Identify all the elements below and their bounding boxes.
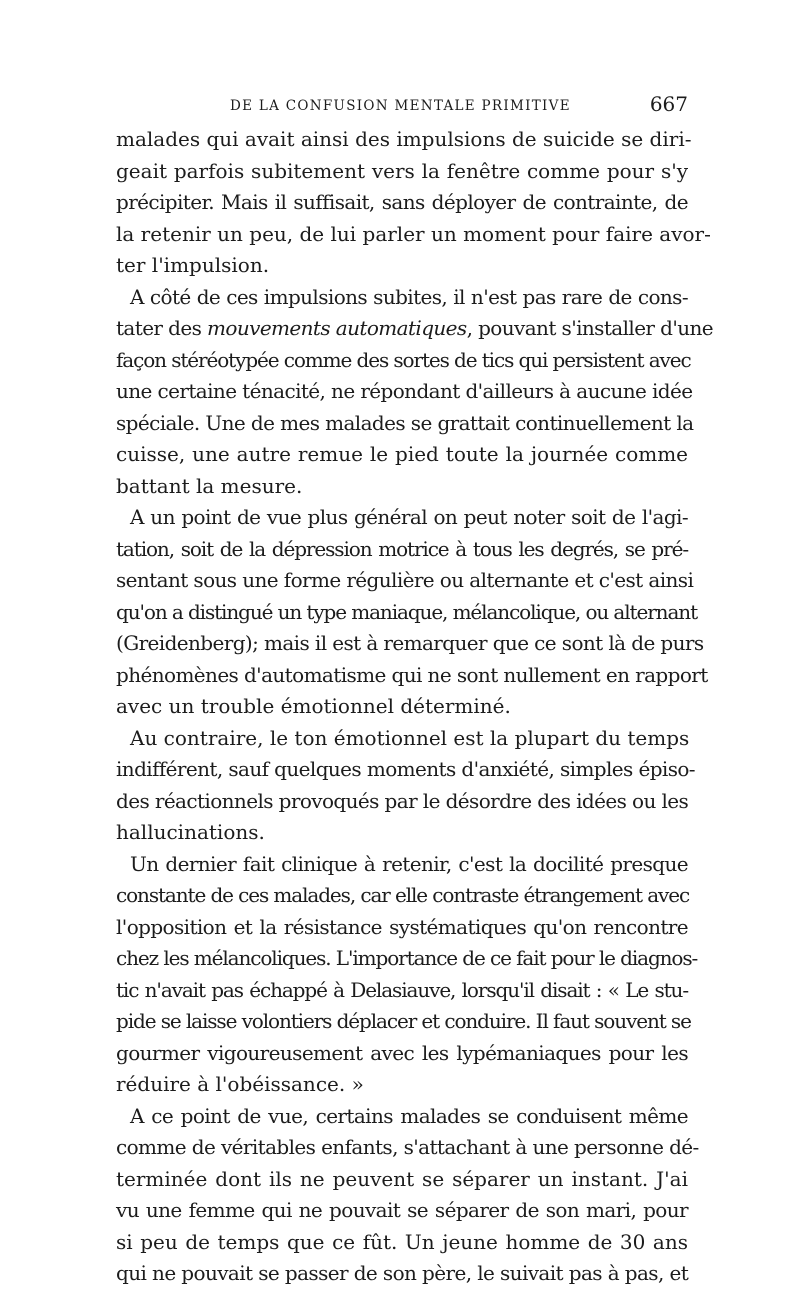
text-line: vu une femme qui ne pouvait se séparer de son mari, pour bbox=[116, 1198, 688, 1222]
text-line: qu'on a distingué un type maniaque, mélancolique, ou alternant bbox=[116, 599, 697, 624]
text-line: (Greidenberg); mais il est à remarquer que ce sont là de purs bbox=[116, 631, 704, 655]
text-line: malades qui avait ainsi des impulsions de suicide se diri- bbox=[116, 127, 692, 151]
text-line: geait parfois subitement vers la fenêtre comme pour s'y bbox=[116, 158, 688, 183]
text-line: sentant sous une forme régulière ou alternante et c'est ainsi bbox=[116, 568, 694, 592]
text-line: indifférent, sauf quelques moments d'anxiété, simples épiso- bbox=[116, 757, 695, 781]
page-number: 667 bbox=[649, 92, 688, 116]
text-line: tation, soit de la dépression motrice à tous les degrés, se pré- bbox=[116, 536, 688, 561]
text-line: battant la mesure. bbox=[116, 473, 303, 498]
text-line: comme de véritables enfants, s'attachant à une personne dé- bbox=[116, 1135, 699, 1159]
text-fragment: , pouvant s'installer d'une bbox=[466, 316, 714, 340]
running-head: DE LA CONFUSION MENTALE PRIMITIVE bbox=[230, 98, 571, 114]
text-line: façon stéréotypée comme des sortes de tics qui persistent avec bbox=[116, 347, 691, 372]
text-fragment: tater des bbox=[116, 316, 202, 340]
text-line: terminée dont ils ne peuvent se séparer un instant. J'ai bbox=[116, 1166, 688, 1191]
text-line: qui ne pouvait se passer de son père, le suivait pas à pas, et bbox=[116, 1261, 689, 1285]
text-line: réduire à l'obéissance. » bbox=[116, 1072, 364, 1096]
paragraph-start: Au contraire, le ton émotionnel est la plupart du temps bbox=[130, 725, 690, 750]
italic-term: mouvements automatiques bbox=[207, 316, 467, 340]
text-line: phénomènes d'automatisme qui ne sont nullement en rapport bbox=[116, 662, 708, 687]
text-line: ter l'impulsion. bbox=[116, 253, 270, 277]
text-line: chez les mélancoliques. L'importance de ce fait pour le diagnos- bbox=[116, 946, 698, 970]
paragraph-start: A un point de vue plus général on peut noter soit de l'agi- bbox=[130, 505, 688, 529]
text-line: des réactionnels provoqués par le désordre des idées ou les bbox=[116, 788, 689, 813]
text-line: précipiter. Mais il suffisait, sans déployer de contrainte, de bbox=[116, 190, 688, 214]
text-line: hallucinations. bbox=[116, 820, 265, 844]
text-line: si peu de temps que ce fût. Un jeune homme de 30 ans bbox=[116, 1229, 688, 1254]
paragraph-start: A côté de ces impulsions subites, il n'est pas rare de cons- bbox=[130, 284, 688, 309]
text-line: tic n'avait pas échappé à Delasiauve, lorsqu'il disait : « Le stu- bbox=[116, 977, 688, 1002]
body-text bbox=[116, 124, 714, 1290]
text-line: spéciale. Une de mes malades se grattait continuellement la bbox=[116, 410, 694, 435]
text-line bbox=[116, 313, 714, 345]
text-line: une certaine ténacité, ne répondant d'ailleurs à aucune idée bbox=[116, 379, 693, 403]
text-line: pide se laisse volontiers déplacer et conduire. Il faut souvent se bbox=[116, 1009, 691, 1033]
paragraph-start: A ce point de vue, certains malades se conduisent même bbox=[130, 1103, 688, 1128]
text-line: avec un trouble émotionnel déterminé. bbox=[116, 694, 511, 718]
text-line: constante de ces malades, car elle contraste étrangement avec bbox=[116, 883, 690, 907]
page-header bbox=[108, 90, 688, 120]
text-line: cuisse, une autre remue le pied toute la journée comme bbox=[116, 442, 688, 466]
text-line: gourmer vigoureusement avec les lypémaniaques pour les bbox=[116, 1040, 688, 1065]
text-line: la retenir un peu, de lui parler un moment pour faire avor- bbox=[116, 221, 711, 246]
paragraph-start: Un dernier fait clinique à retenir, c'est la docilité presque bbox=[130, 851, 688, 876]
text-line: l'opposition et la résistance systématiques qu'on rencontre bbox=[116, 914, 688, 939]
